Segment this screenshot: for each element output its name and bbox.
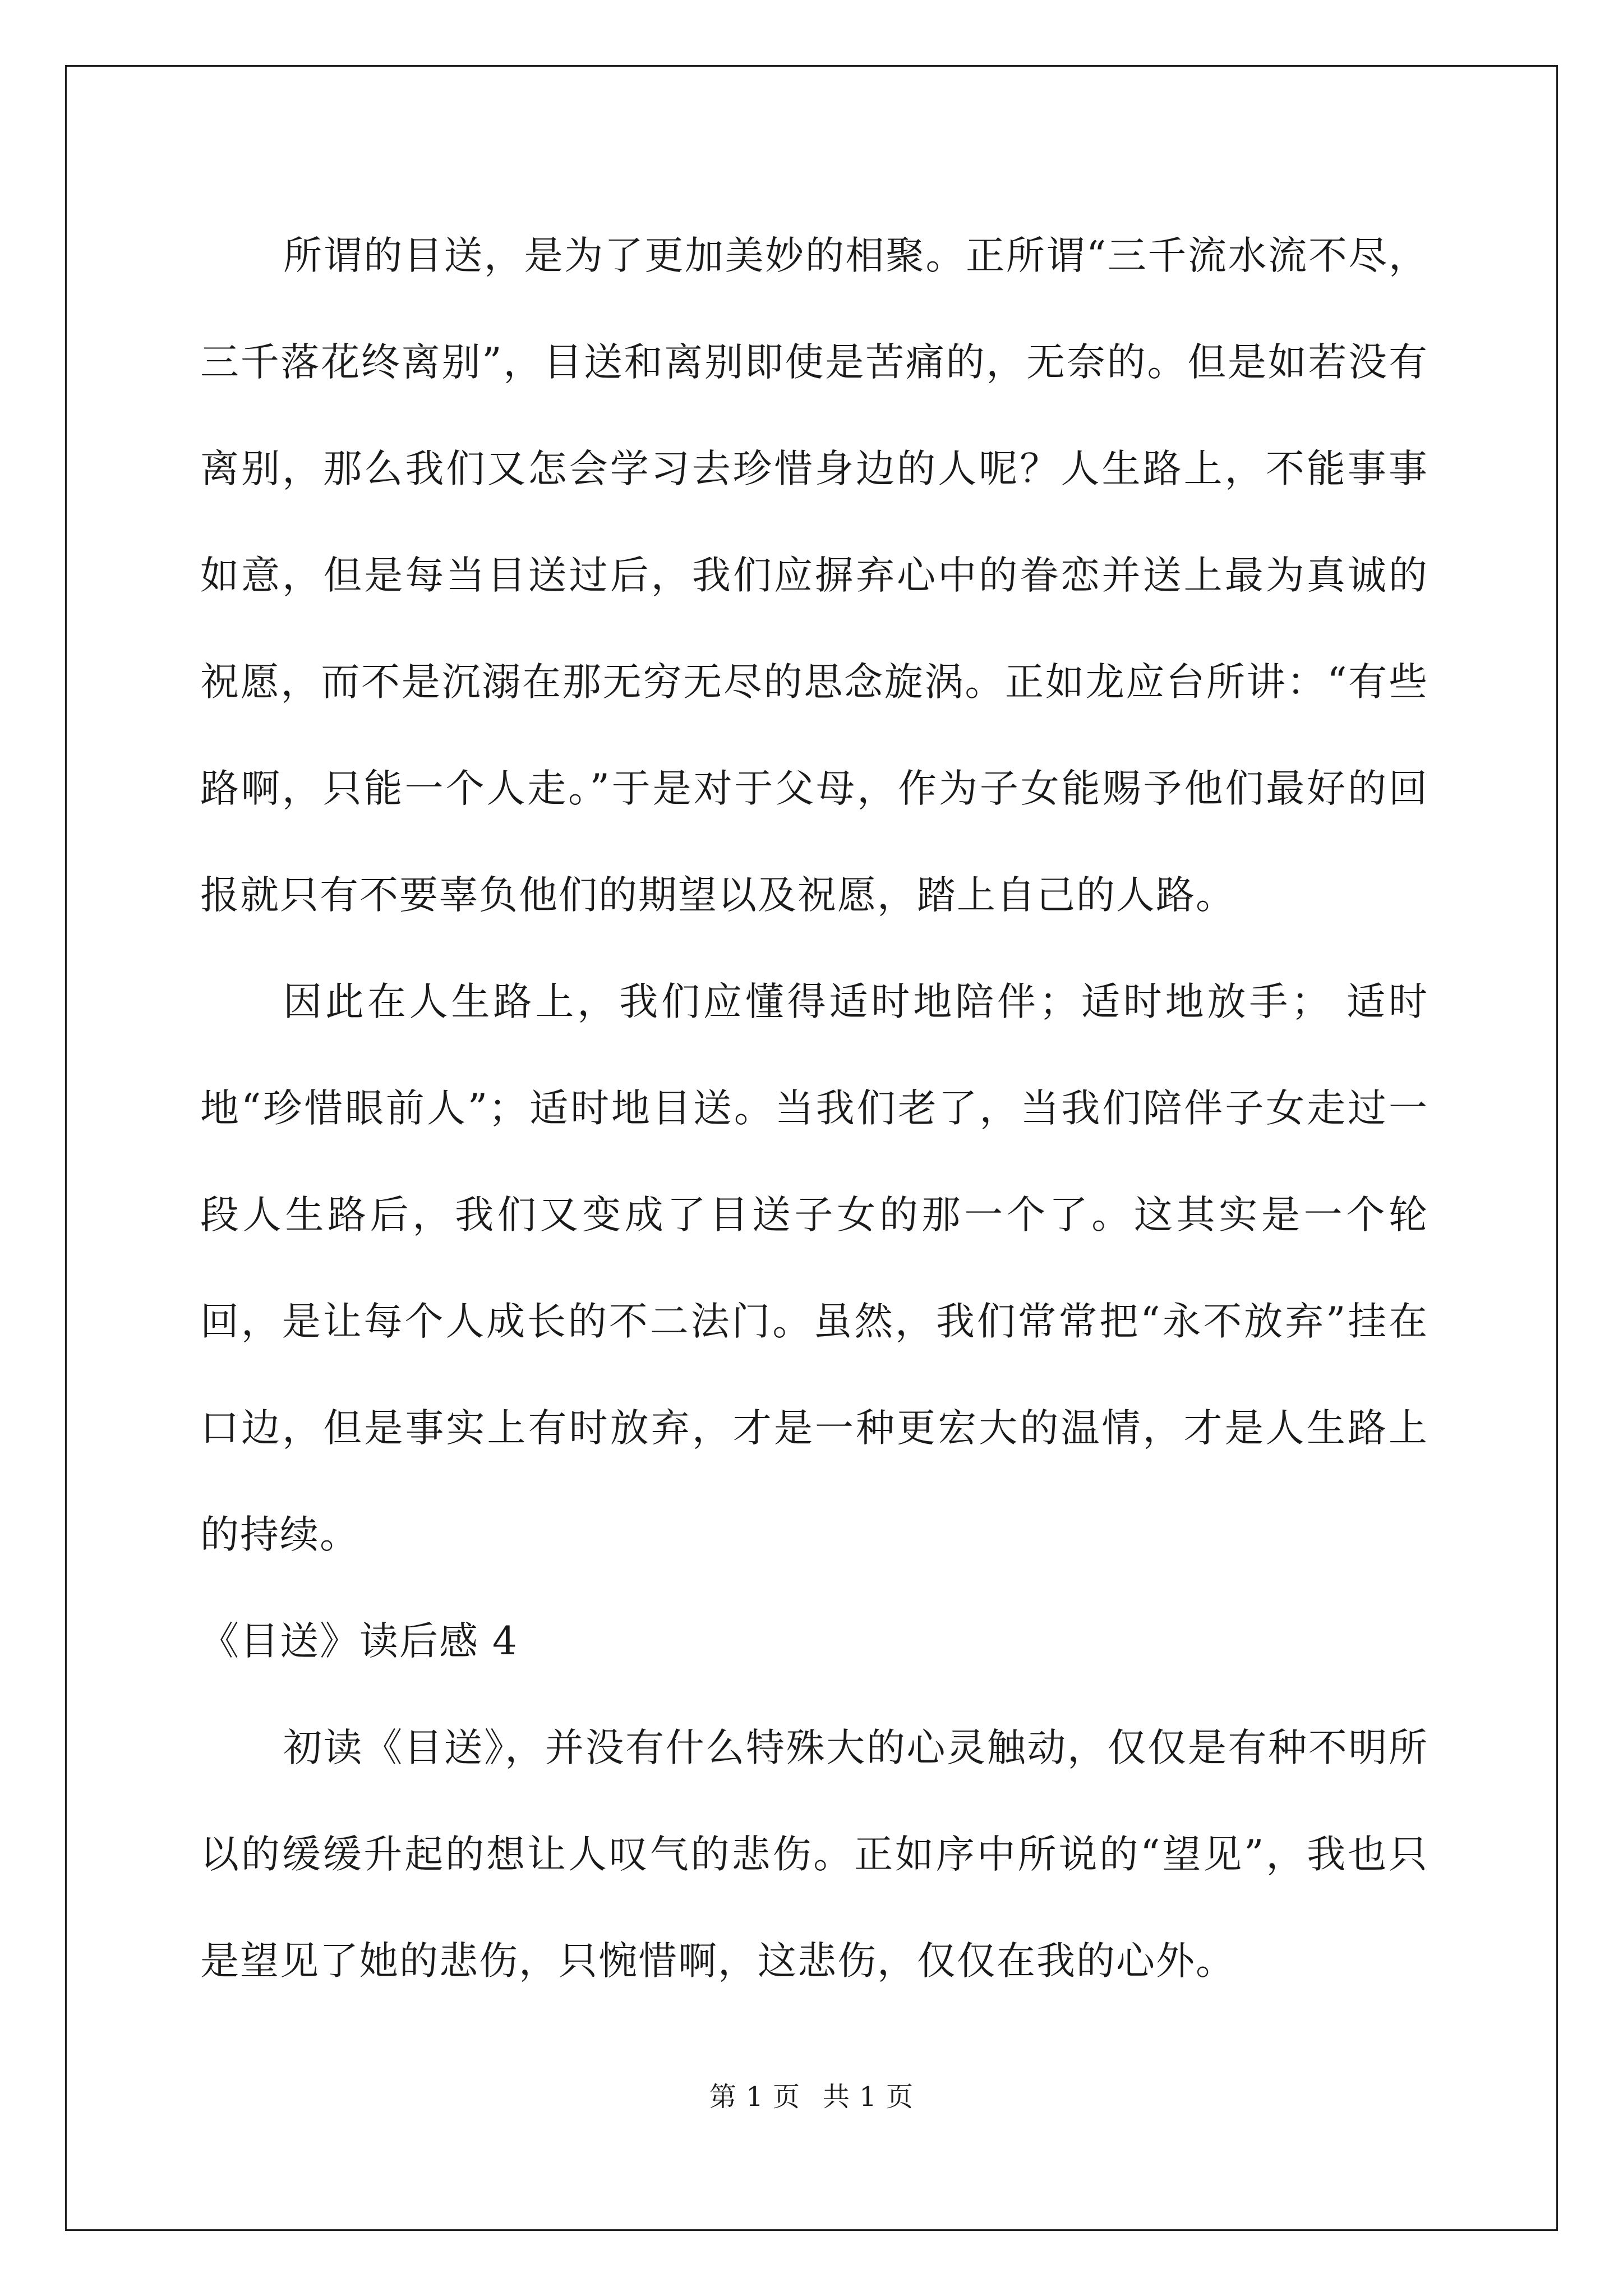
page-footer: [0, 2080, 1623, 2114]
paragraph-3: 初读《目送》，并没有什么特殊大的心灵触动，仅仅是有种不明所以的缓缓升起的想让人叹气的悲伤。正如序中所说的“望见”，我也只是望见了她的悲伤，只惋惜啊，这悲伤，仅仅在我的心外。: [200, 1726, 1428, 1984]
paragraph-1: 所谓的目送，是为了更加美妙的相聚。正所谓“三千流水流不尽，三千落花终离别”，目送和离别即使是苦痛的，无奈的。但是如若没有离别，那么我们又怎会学习去珍惜身边的人呢？人生路上，不能事事如意，但是每当目送过后，我们应摒弃心中的眷恋并送上最为真诚的祝愿，而不是沉溺在那无穷无尽的思念旋涡。正如龙应台所讲：“有些路啊，只能一个人走。”于是对于父母，作为子女能赐予他们最好的回报就只有不要辜负他们的期望以及祝愿，踏上自己的人路。: [200, 233, 1428, 918]
document-body: [200, 203, 1428, 2014]
paragraph-2: 因此在人生路上，我们应懂得适时地陪伴；适时地放手； 适时地“珍惜眼前人”；适时地目送。当我们老了，当我们陪伴子女走过一段人生路后，我们又变成了目送子女的那一个了。这其实是一个轮回，是让每个人成长的不二法门。虽然，我们常常把“永不放弃”挂在口边，但是事实上有时放弃，才是一种更宏大的温情，才是人生路上的持续。: [200, 979, 1428, 1557]
section-heading: 《目送》读后感 4: [200, 1619, 518, 1664]
page-number-current: 第 1 页: [709, 2081, 800, 2113]
page-number-total: 共 1 页: [823, 2081, 914, 2113]
